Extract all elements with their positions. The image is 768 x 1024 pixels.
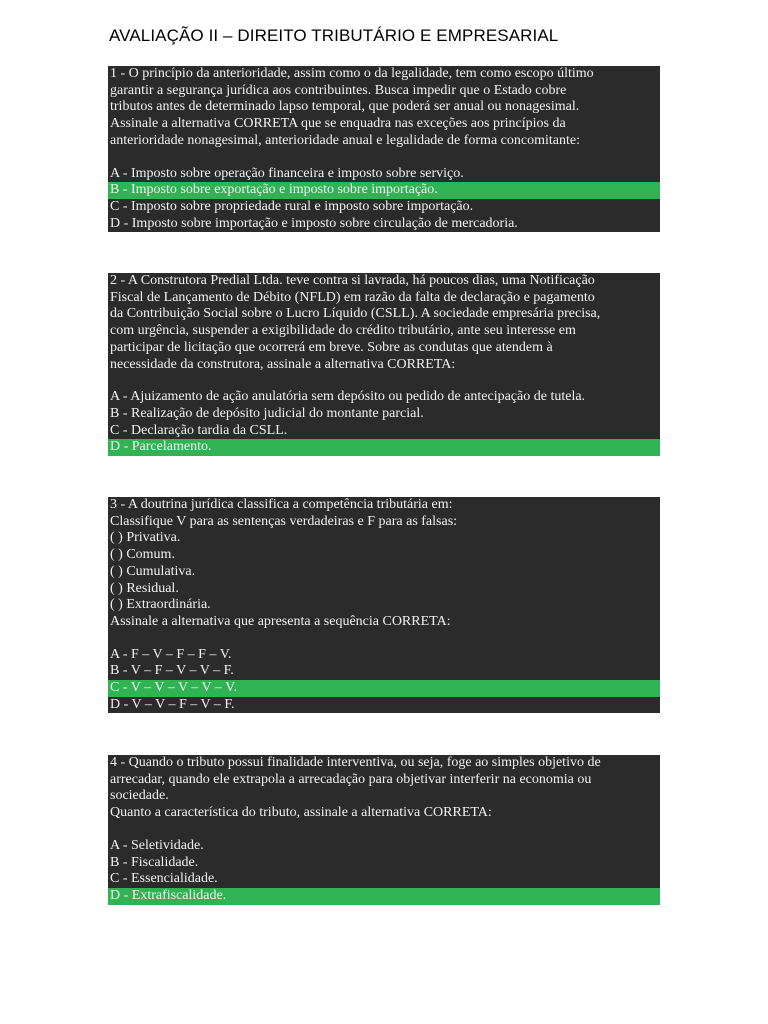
- option-c-correct: C - V – V – V – V – V.: [108, 680, 660, 697]
- option-a: A - F – V – F – F – V.: [110, 646, 232, 662]
- question-gap: [108, 631, 660, 647]
- option-d-correct: D - Extrafiscalidade.: [108, 888, 660, 905]
- page-title: AVALIAÇÃO II – DIREITO TRIBUTÁRIO E EMPRESARIAL: [109, 26, 559, 45]
- question-gap: [108, 150, 660, 166]
- question-gap: [108, 373, 660, 389]
- option-d: D - Imposto sobre importação e imposto sobre circulação de mercadoria.: [110, 215, 518, 231]
- question-3: [108, 497, 660, 713]
- option-b: B - Fiscalidade.: [110, 854, 199, 870]
- option-b-correct: B - Imposto sobre exportação e imposto sobre importação.: [108, 182, 660, 199]
- option-d-correct: D - Parcelamento.: [108, 439, 660, 456]
- question-text: 4 - Quando o tributo possui finalidade interventiva, ou seja, foge ao simples objetivo de arrecadar, quando ele extrapola a arrecadação para objetivar interferir na economia ou sociedade. Quanto a característica do tributo, assinale a alternativa CORRETA:: [110, 755, 601, 821]
- option-c: C - Declaração tardia da CSLL.: [110, 422, 288, 438]
- option-b: B - Realização de depósito judicial do montante parcial.: [110, 405, 424, 421]
- option-b: B - V – F – V – V – F.: [110, 663, 234, 679]
- option-c: C - Imposto sobre propriedade rural e imposto sobre importação.: [110, 198, 474, 214]
- option-a: A - Imposto sobre operação financeira e imposto sobre serviço.: [110, 165, 464, 181]
- option-a: A - Ajuizamento de ação anulatória sem depósito ou pedido de antecipação de tutela.: [110, 389, 586, 405]
- option-a: A - Seletividade.: [110, 837, 204, 853]
- question-gap: [108, 822, 660, 838]
- question-2: [108, 273, 660, 456]
- question-4: [108, 755, 660, 905]
- question-text: 1 - O princípio da anterioridade, assim como o da legalidade, tem como escopo último garantir a segurança jurídica aos contribuintes. Busca impedir que o Estado cobre tributos antes de determinado lapso temporal, que poderá ser anual ou nonagesimal. Assinale a alternativa CORRETA que se enquadra nas exceções aos princípios da anterioridade nonagesimal, anterioridade anual e legalidade de forma concomitante:: [110, 66, 594, 148]
- question-1: [108, 66, 660, 232]
- question-text: 2 - A Construtora Predial Ltda. teve contra si lavrada, há poucos dias, uma Notificação Fiscal de Lançamento de Débito (NFLD) em razão da falta de declaração e pagamento da Contribuição Social sobre o Lucro Líquido (CSLL). A sociedade empresária precisa, com urgência, suspender a exigibilidade do crédito tributário, ante seu interesse em participar de licitação que ocorrerá em breve. Sobre as condutas que atendem à necessidade da construtora, assinale a alternativa CORRETA:: [110, 273, 601, 372]
- option-d: D - V – V – F – V – F.: [110, 696, 235, 712]
- question-text: 3 - A doutrina jurídica classifica a competência tributária em: Classifique V para as sentenças verdadeiras e F para as falsas: ( ) Privativa. ( ) Comum. ( ) Cumulativa. ( ) Residual. ( ) Extraordinária. Assinale a alternativa que apresenta a sequência CORRETA:: [110, 497, 458, 629]
- option-c: C - Essencialidade.: [110, 871, 218, 887]
